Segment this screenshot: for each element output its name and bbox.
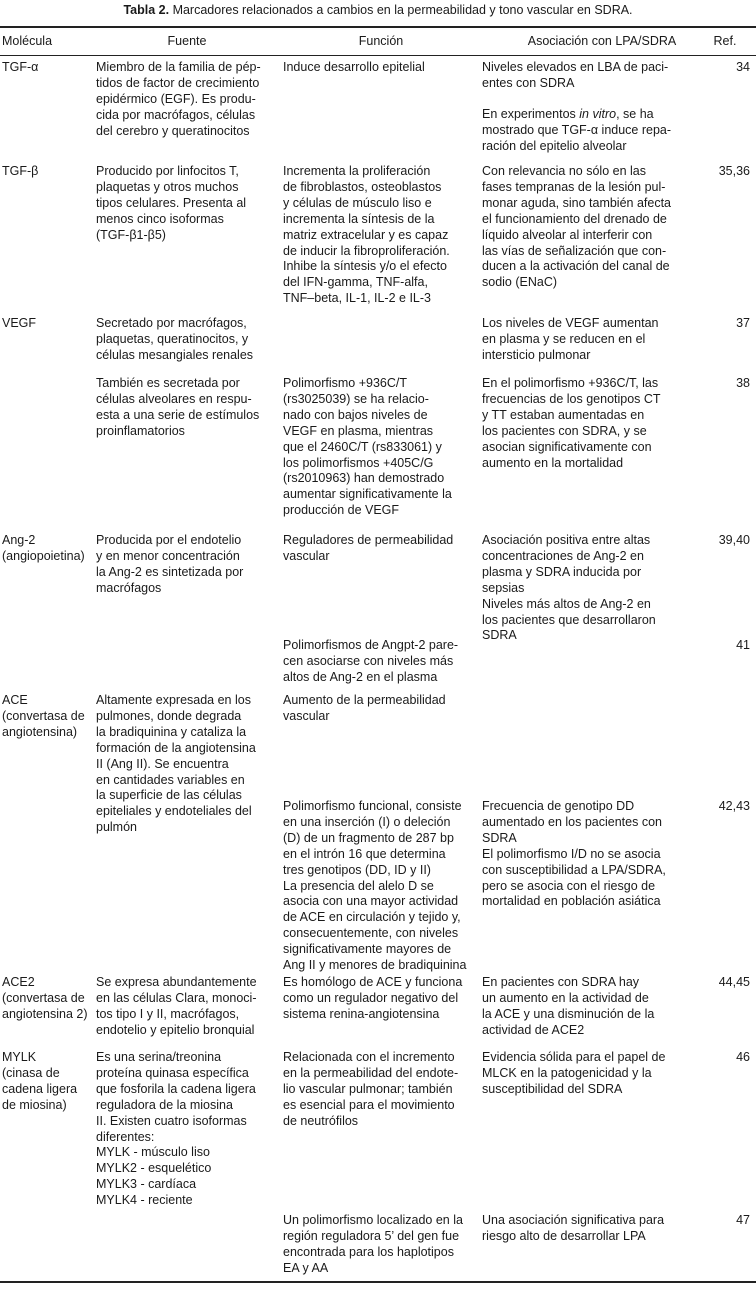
cell-function: Aumento de la permeabilidad vascular (283, 693, 446, 723)
cell-source: Secretado por macrófagos, plaquetas, queratinocitos, y células mesangiales renales (96, 316, 254, 362)
cell-function: Reguladores de permeabilidad vascular (283, 533, 454, 563)
cell-source: Miembro de la familia de pép- tidos de factor de crecimiento epidérmico (EGF). Es produ- cida por macrófagos, células del cerebro y queratinocitos (96, 60, 261, 138)
cell-association: Niveles elevados en LBA de paci- entes con SDRA (482, 60, 669, 90)
header-ref: Ref. (713, 34, 737, 48)
top-rule (0, 26, 756, 28)
assoc-text: , se ha mostrado que TGF-α induce repa- ración del epitelio alveolar (482, 107, 672, 153)
cell-association (482, 107, 692, 155)
cell-ref: 44,45 (718, 975, 750, 989)
assoc-text: En experimentos (482, 107, 580, 121)
table-label: Tabla 2. (123, 3, 170, 17)
cell-function: Polimorfismo +936C/T (rs3025039) se ha relacio- nado con bajos niveles de VEGF en plasma, mientras que el 2460C/T (rs833061) y los polimorfismos +405C/G (rs2010963) han demostrado aumentar significativamente la producción de VEGF (283, 376, 452, 518)
cell-ref: 42,43 (718, 799, 750, 813)
table-caption-text: Marcadores relacionados a cambios en la permeabilidad y tono vascular en SDRA. (169, 3, 633, 17)
cell-source: Producida por el endotelio y en menor concentración la Ang-2 es sintetizada por macrófagos (96, 533, 244, 595)
cell-association: En pacientes con SDRA hay un aumento en la actividad de la ACE y una disminución de la actividad de ACE2 (482, 975, 655, 1037)
cell-molecule: TGF-β (2, 164, 39, 178)
cell-function: Es homólogo de ACE y funciona como un regulador negativo del sistema renina-angiotensina (283, 975, 463, 1021)
header-function: Función (358, 34, 404, 48)
cell-ref: 47 (736, 1213, 750, 1227)
header-molecule: Molécula (2, 34, 53, 48)
cell-molecule: MYLK (cinasa de cadena ligera de miosina) (2, 1050, 78, 1112)
cell-association: Una asociación significativa para riesgo alto de desarrollar LPA (482, 1213, 665, 1243)
cell-association: Asociación positiva entre altas concentraciones de Ang-2 en plasma y SDRA inducida por sepsias Niveles más altos de Ang-2 en los pacientes que desarrollaron SDRA (482, 533, 656, 643)
cell-molecule: TGF-α (2, 60, 39, 74)
cell-molecule: ACE (convertasa de angiotensina) (2, 693, 85, 739)
cell-association: En el polimorfismo +936C/T, las frecuencias de los genotipos CT y TT estaban aumentadas en los pacientes con SDRA, y se asocian significativamente con aumento en la mortalidad (482, 376, 661, 470)
cell-association: Frecuencia de genotipo DD aumentado en los pacientes con SDRA El polimorfismo I/D no se asocia con susceptibilidad a LPA/SDRA, pero se asocia con el riesgo de mortalidad en población asiática (482, 799, 666, 909)
cell-ref: 46 (736, 1050, 750, 1064)
cell-function: Induce desarrollo epitelial (283, 60, 425, 74)
cell-ref: 38 (736, 376, 750, 390)
cell-association: Con relevancia no sólo en las fases tempranas de la lesión pul- monar aguda, sino también afecta el funcionamiento del drenado de líquido alveolar al interferir con las vías de señalización que con- ducen a la activación del canal de sodio (ENaC) (482, 164, 672, 290)
cell-ref: 41 (736, 638, 750, 652)
header-source: Fuente (167, 34, 207, 48)
cell-ref: 35,36 (718, 164, 750, 178)
cell-function: Incrementa la proliferación de fibroblastos, osteoblastos y células de músculo liso e incrementa la síntesis de la matriz extracelular y es capaz de inducir la fibroproliferación. Inhibe la síntesis y/o el efecto del IFN-gamma, TNF-alfa, TNF–beta, IL-1, IL-2 e IL-3 (283, 164, 450, 306)
cell-ref: 37 (736, 316, 750, 330)
cell-source: Producido por linfocitos T, plaquetas y otros muchos tipos celulares. Presenta al menos cinco isoformas (TGF-β1-β5) (96, 164, 247, 242)
table-caption (0, 3, 756, 18)
cell-molecule: ACE2 (convertasa de angiotensina 2) (2, 975, 88, 1021)
cell-source: También es secretada por células alveolares en respu- esta a una serie de estímulos proinflamatorios (96, 376, 260, 438)
cell-source: Es una serina/treonina proteína quinasa específica que fosforila la cadena ligera reguladora de la miosina II. Existen cuatro isoformas diferentes: MYLK - músculo liso MYLK2 - esquelético MYLK3 - cardíaca MYLK4 - reciente (96, 1050, 256, 1208)
cell-source: Altamente expresada en los pulmones, donde degrada la bradiquinina y cataliza la formación de la angiotensina II (Ang II). Se encuentra en cantidades variables en la superficie de las células epiteliales y endoteliales del pulmón (96, 693, 256, 835)
cell-association: Evidencia sólida para el papel de MLCK en la patogenicidad y la susceptibilidad del SDRA (482, 1050, 666, 1096)
cell-function: Relacionada con el incremento en la permeabilidad del endote- lio vascular pulmonar; también es esencial para el movimiento de neutrófilos (283, 1050, 459, 1128)
cell-ref: 39,40 (718, 533, 750, 547)
cell-function: Polimorfismo funcional, consiste en una inserción (I) o deleción (D) de un fragmento de 287 bp en el intrón 16 que determina tres genotipos (DD, ID y II) La presencia del alelo D se asocia con una mayor actividad de ACE en circulación y tejido y, consecuentemente, con niveles significativamente mayores de Ang II y menores de bradiquinina (283, 799, 467, 973)
assoc-emphasis: in vitro (579, 107, 617, 121)
bottom-rule (0, 1281, 756, 1283)
cell-source: Se expresa abundantemente en las células Clara, monoci- tos tipo I y II, macrófagos, endotelio y epitelio bronquial (96, 975, 257, 1037)
cell-function: Polimorfismos de Angpt-2 pare- cen asociarse con niveles más altos de Ang-2 en el plasma (283, 638, 459, 684)
cell-association: Los niveles de VEGF aumentan en plasma y se reducen en el intersticio pulmonar (482, 316, 659, 362)
cell-molecule: Ang-2 (angiopoietina) (2, 533, 85, 563)
cell-ref: 34 (736, 60, 750, 74)
cell-molecule: VEGF (2, 316, 37, 330)
cell-function: Un polimorfismo localizado en la región reguladora 5’ del gen fue encontrada para los haplotipos EA y AA (283, 1213, 463, 1275)
header-rule (0, 55, 756, 56)
header-association: Asociación con LPA/SDRA (527, 34, 677, 48)
